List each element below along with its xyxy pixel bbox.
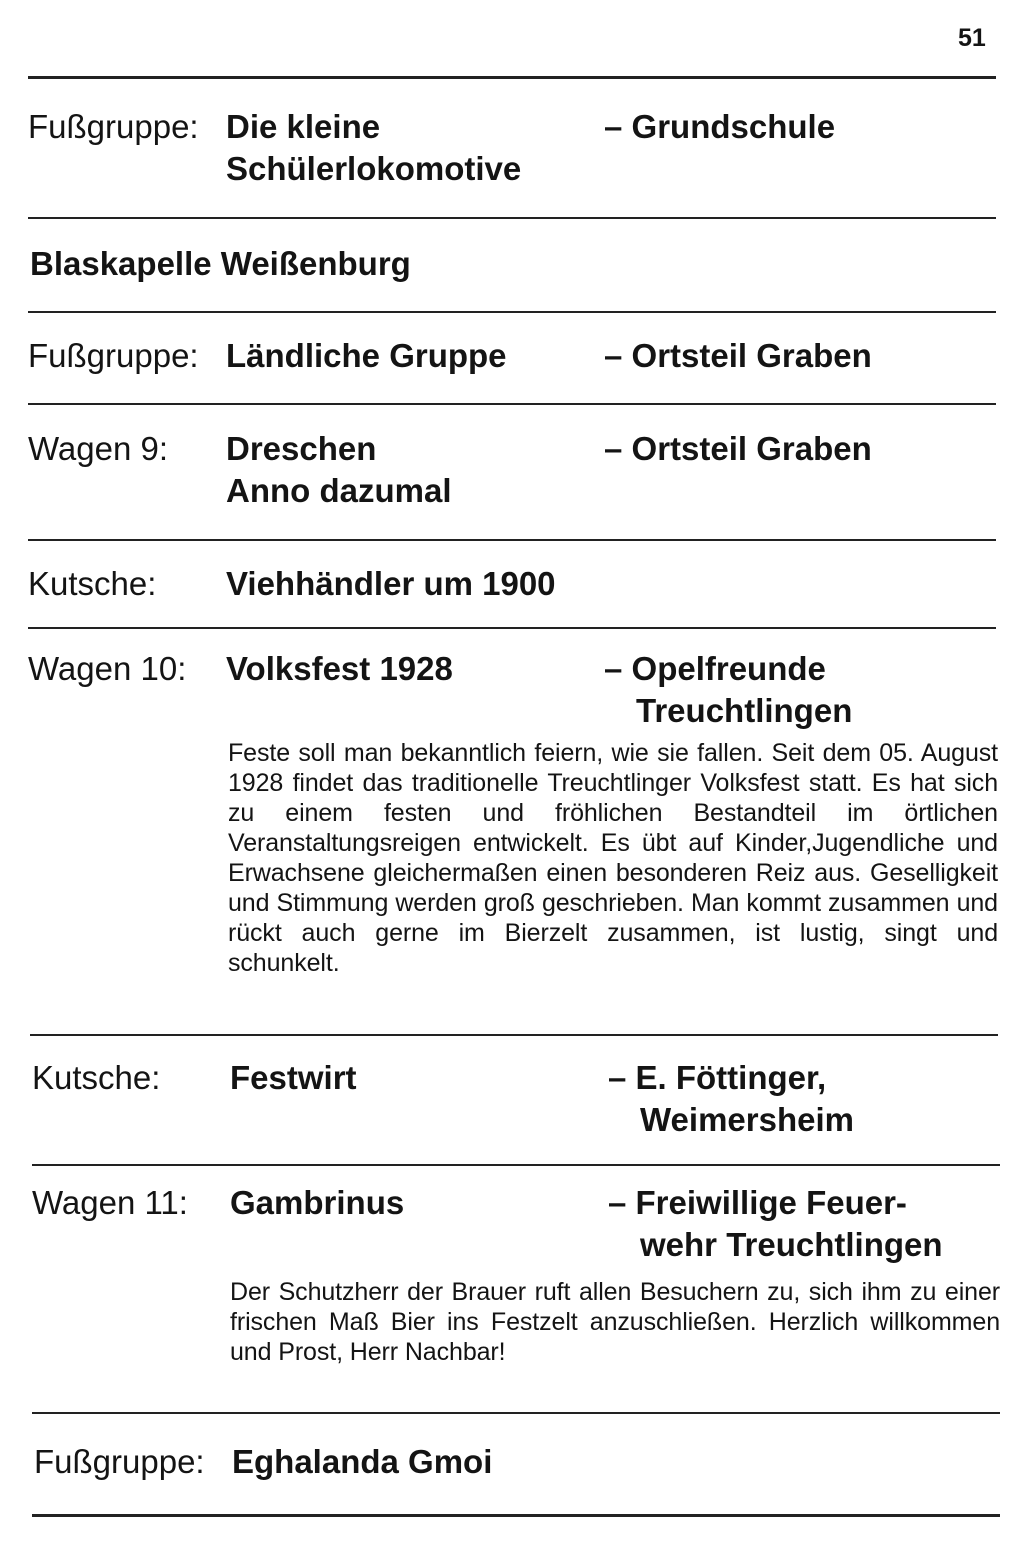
entry-title	[226, 106, 521, 190]
entry-title-line: Gambrinus	[230, 1184, 405, 1221]
entry-organizer-line: Treuchtlingen	[636, 692, 853, 729]
entry-title-line: Volksfest 1928	[226, 650, 453, 687]
entry-organizer	[604, 428, 872, 470]
entry-organizer-line: – Ortsteil Graben	[604, 430, 872, 467]
page-number: 51	[958, 24, 986, 52]
entry-title-line: Festwirt	[230, 1059, 357, 1096]
entry-title	[230, 1182, 404, 1224]
entry-organizer	[604, 335, 872, 377]
entry-title-line: Die kleine	[226, 108, 381, 145]
entry-label: Fußgruppe:	[28, 337, 199, 374]
divider	[28, 403, 996, 405]
entry-title	[232, 1441, 492, 1483]
entry-organizer-line: – Opelfreunde	[604, 650, 826, 687]
entry-organizer-line: wehr Treuchtlingen	[640, 1226, 943, 1263]
divider	[32, 1164, 1000, 1166]
entry-title	[226, 428, 452, 512]
divider	[28, 311, 996, 313]
divider	[28, 76, 996, 79]
entry-title-line: Ländliche Gruppe	[226, 337, 507, 374]
entry-title	[226, 563, 556, 605]
divider	[32, 1412, 1000, 1414]
divider	[30, 1034, 998, 1036]
entry-heading: Blaskapelle Weißenburg	[30, 245, 411, 282]
entry-title	[226, 335, 507, 377]
entry-organizer-line: Weimersheim	[640, 1101, 854, 1138]
entry-organizer-line: – Ortsteil Graben	[604, 337, 872, 374]
entry-organizer	[604, 648, 852, 732]
entry-title-line: Eghalanda Gmoi	[232, 1443, 493, 1480]
entry-organizer	[604, 106, 835, 148]
divider	[28, 539, 996, 541]
entry-label: Wagen 9:	[28, 430, 169, 467]
entry-organizer-line: – Grundschule	[604, 108, 836, 145]
entry-organizer-line: – Freiwillige Feuer-	[608, 1184, 907, 1221]
entry-label: Fußgruppe:	[28, 108, 199, 145]
entry-title	[230, 1057, 357, 1099]
entry-organizer	[608, 1182, 943, 1266]
divider	[28, 217, 996, 219]
entry-label: Kutsche:	[28, 565, 157, 602]
entry-title-line: Anno dazumal	[226, 472, 452, 509]
entry-label: Kutsche:	[32, 1059, 161, 1096]
divider	[28, 627, 996, 629]
entry-organizer-line: – E. Föttinger,	[608, 1059, 827, 1096]
entry-title-line: Dreschen	[226, 430, 377, 467]
entry-description: Der Schutzherr der Brauer ruft allen Besuchern zu, sich ihm zu einer frischen Maß Bier ins Festzelt anzuschließen. Herzlich willkommen und Prost, Herr Nachbar!	[230, 1278, 1000, 1366]
entry-description: Feste soll man bekanntlich feiern, wie sie fallen. Seit dem 05. August 1928 findet das traditionelle Treuchtlinger Volksfest statt. Es hat sich zu einem festen und fröhlichen Bestandteil im örtlichen Veranstaltungsreigen entwickelt. Es übt auf Kinder,Jugendliche und Erwachsene gleichermaßen einen besonderen Reiz aus. Geselligkeit und Stimmung werden groß geschrieben. Man kommt zusammen und rückt auch gerne im Bierzelt zusammen, ist lustig, singt und schunkelt.	[228, 739, 998, 977]
entry-label: Wagen 11:	[32, 1184, 188, 1221]
entry-title	[226, 648, 453, 690]
entry-label: Wagen 10:	[28, 650, 187, 687]
divider	[32, 1514, 1000, 1517]
entry-title-line: Viehhändler um 1900	[226, 565, 556, 602]
entry-organizer	[608, 1057, 854, 1141]
entry-label: Fußgruppe:	[34, 1443, 205, 1480]
entry-title-line: Schülerlokomotive	[226, 150, 522, 187]
